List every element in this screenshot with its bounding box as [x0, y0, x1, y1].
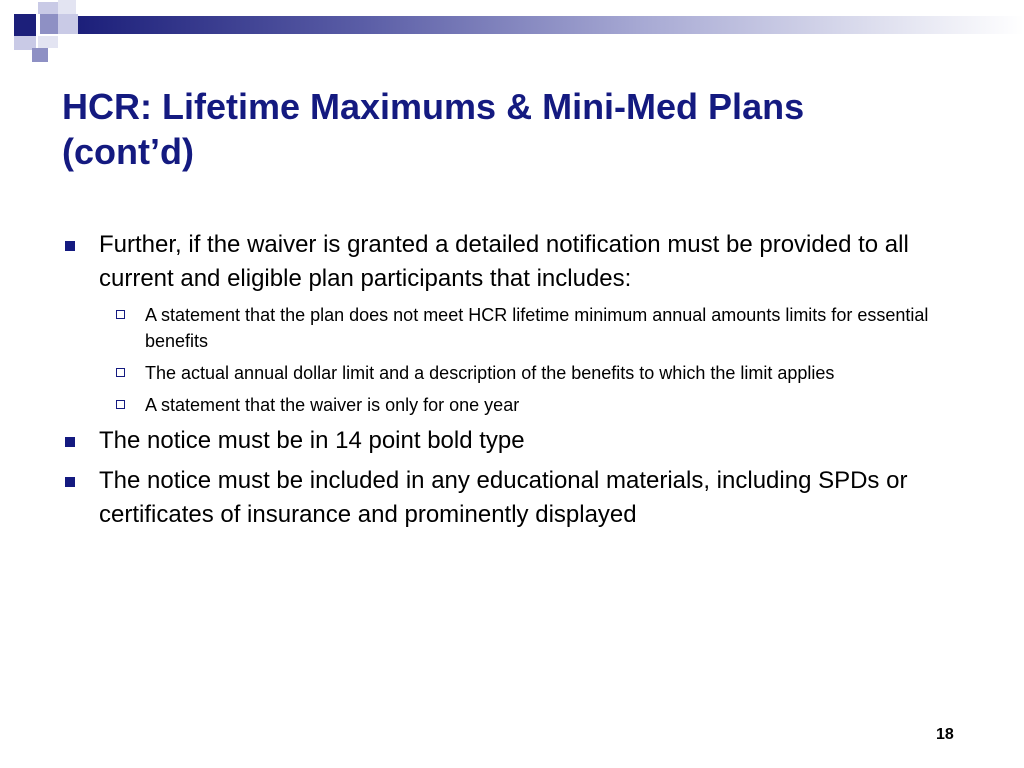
bullet-text: The notice must be in 14 point bold type [99, 427, 525, 454]
slide-title-line-1: HCR: Lifetime Maximums & Mini-Med Plans [62, 86, 805, 127]
corner-square-decoration [58, 0, 76, 14]
hollow-square-bullet-icon [116, 368, 125, 377]
slide-body [62, 228, 962, 538]
bullet-item [62, 464, 962, 532]
header-gradient-bar [78, 16, 1024, 34]
sub-bullet-item [145, 360, 962, 386]
sub-bullet-list [62, 302, 962, 418]
sub-bullet-text: A statement that the waiver is only for one year [145, 395, 520, 415]
filled-square-bullet-icon [65, 241, 75, 251]
sub-bullet-item [145, 392, 962, 418]
sub-bullet-item [145, 302, 962, 354]
sub-bullet-text: A statement that the plan does not meet HCR lifetime minimum annual amounts limits for essential benefits [145, 305, 929, 351]
bullet-item [62, 424, 962, 458]
corner-square-decoration [40, 14, 58, 34]
corner-square-decoration [32, 48, 48, 62]
corner-square-decoration [38, 36, 58, 48]
page-number: 18 [936, 726, 954, 743]
corner-square-decoration [14, 14, 36, 36]
bullet-text: Further, if the waiver is granted a detailed notification must be provided to all current and eligible plan participants that includes: [99, 231, 909, 292]
corner-square-decoration [38, 2, 58, 14]
bullet-text: The notice must be included in any educational materials, including SPDs or certificates of insurance and prominently displayed [99, 467, 908, 528]
filled-square-bullet-icon [65, 437, 75, 447]
slide-title-line-2: (cont’d) [62, 131, 194, 172]
hollow-square-bullet-icon [116, 310, 125, 319]
sub-bullet-text: The actual annual dollar limit and a description of the benefits to which the limit applies [145, 363, 835, 383]
filled-square-bullet-icon [65, 477, 75, 487]
corner-square-decoration [58, 14, 78, 34]
hollow-square-bullet-icon [116, 400, 125, 409]
slide-title [62, 84, 962, 174]
bullet-item [62, 228, 962, 296]
